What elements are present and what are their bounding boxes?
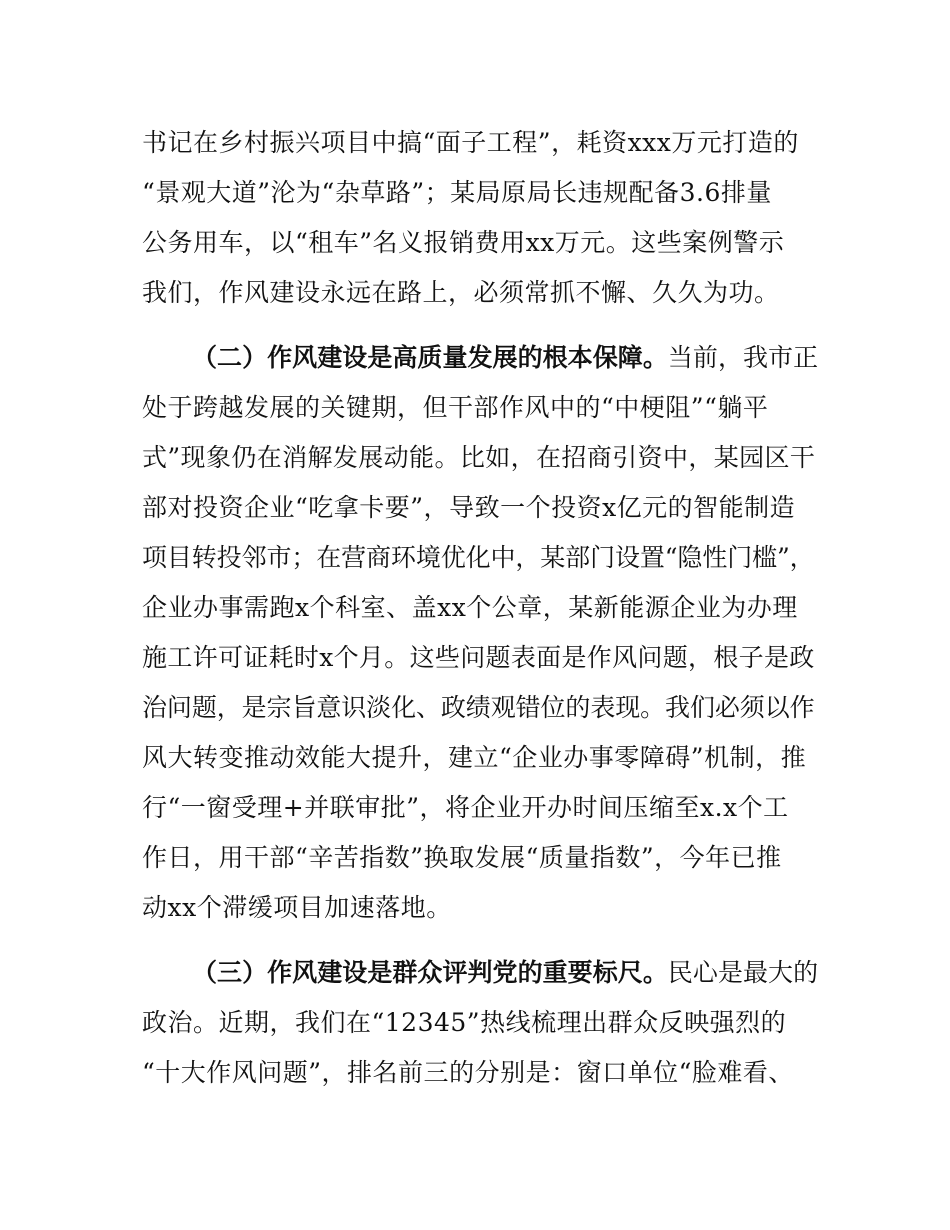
p1-line-3: 公务用车，以“租车”名义报销费用xx万元。这些案例警示 [142, 228, 785, 257]
p1-line-4: 我们，作风建设永远在路上，必须常抓不懈、久久为功。 [142, 278, 780, 307]
p2-line-11: 作日，用干部“辛苦指数”换取发展“质量指数”，今年已推 [142, 843, 782, 872]
p2-line-3: 式”现象仍在消解发展动能。比如，在招商引资中，某园区干 [142, 443, 816, 472]
p3-first-line-text: 民心是最大的 [667, 958, 819, 987]
p2-heading: （二）作风建设是高质量发展的根本保障。 [192, 343, 668, 372]
p1-line-2: “景观大道”沦为“杂草路”；某局原局长违规配备3.6排量 [142, 178, 772, 207]
p2-line-6: 企业办事需跑x个科室、盖xx个公章，某新能源企业为办理 [142, 593, 798, 622]
p1-line-1: 书记在乡村振兴项目中搞“面子工程”，耗资xxx万元打造的 [142, 128, 799, 157]
p2-line-2: 处于跨越发展的关键期，但干部作风中的“中梗阻”“躺平 [142, 393, 769, 422]
p3-line-3: “十大作风问题”，排名前三的分别是：窗口单位“脸难看、 [142, 1058, 794, 1087]
p2-first-line-text: 当前，我市正 [667, 343, 819, 372]
p2-first-line [192, 343, 818, 373]
p3-heading: （三）作风建设是群众评判党的重要标尺。 [192, 958, 668, 987]
p2-line-12: 动xx个滞缓项目加速落地。 [142, 893, 452, 922]
p3-line-2: 政治。近期，我们在“12345”热线梳理出群众反映强烈的 [142, 1008, 787, 1037]
p2-line-10: 行“一窗受理+并联审批”，将企业开办时间压缩至x.x个工 [142, 793, 789, 822]
p2-line-5: 项目转投邻市；在营商环境优化中，某部门设置“隐性门槛”， [142, 543, 815, 572]
p2-line-4: 部对投资企业“吃拿卡要”，导致一个投资x亿元的智能制造 [142, 493, 796, 522]
p3-first-line [192, 958, 818, 988]
p2-line-8: 治问题，是宗旨意识淡化、政绩观错位的表现。我们必须以作 [142, 693, 815, 722]
p2-line-9: 风大转变推动效能大提升，建立“企业办事零障碍”机制，推 [142, 743, 807, 772]
p2-line-7: 施工许可证耗时x个月。这些问题表面是作风问题，根子是政 [142, 643, 815, 672]
